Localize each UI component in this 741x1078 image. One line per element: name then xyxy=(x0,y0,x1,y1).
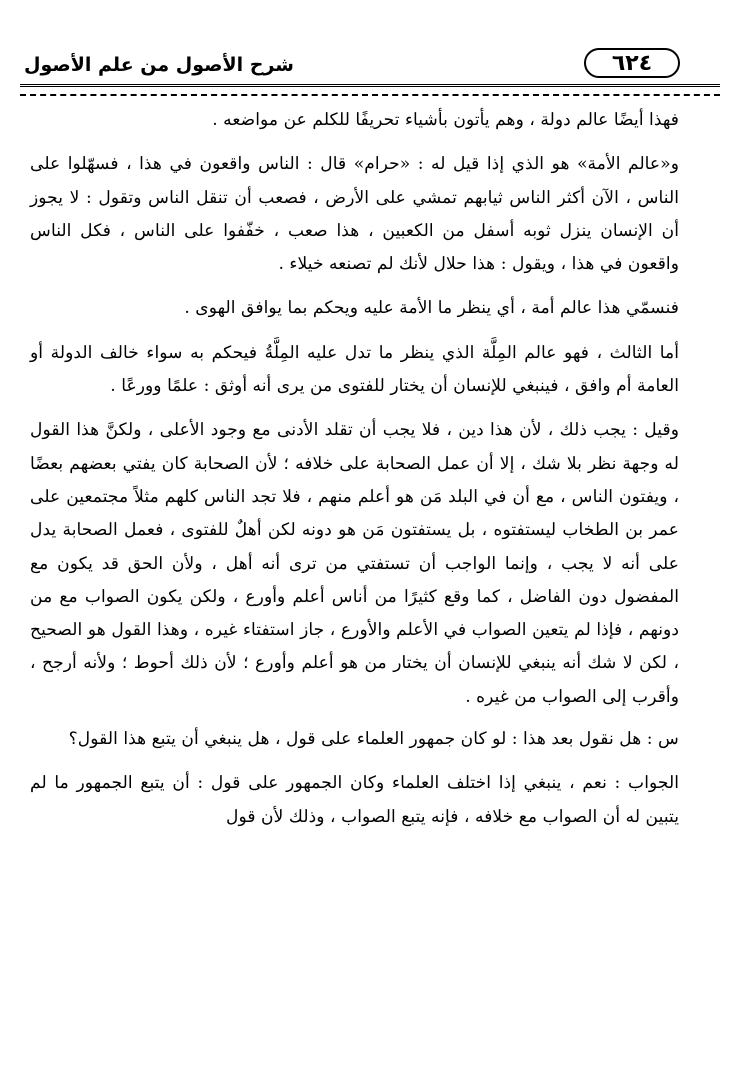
page-header xyxy=(20,40,720,100)
running-title: شرح الأصول من علم الأصول xyxy=(24,54,294,76)
paragraph: أما الثالث ، فهو عالم المِلَّة الذي ينظر ما تدل عليه المِلَّةُ فيحكم به سواء خالف الدولة أو العامة أم وافق ، فينبغي للإنسان أن يختار للفتوى من يرى أنه أوثق : علمًا وورعًا . xyxy=(30,342,679,397)
header-rule-dashed xyxy=(20,94,720,96)
answer-paragraph: الجواب : نعم ، ينبغي إذا اختلف العلماء وكان الجمهور على قول : أن يتبع الجمهور ما لم يتبين له أن الصواب مع خلافه ، فإنه يتبع الصواب ، وذلك لأن قول xyxy=(30,773,679,827)
page-number: ٦٢٤ xyxy=(611,50,653,76)
paragraph: فهذا أيضًا عالم دولة ، وهم يأتون بأشياء تحريفًا للكلم عن مواضعه . xyxy=(212,110,679,130)
paragraph: وقيل : يجب ذلك ، لأن هذا دين ، فلا يجب أن تقلد الأدنى مع وجود الأعلى ، ولكنَّ هذا القول له وجهة نظر بلا شك ، إلا أن عمل الصحابة على خلافه ؛ لأن الصحابة كان يفتي بعضهم بعضًا ، ويفتون الناس ، مع أن في البلد مَن هو أعلم منهم ، فلا تجد الناس كلهم مثلاً مجتمعين على عمر بن الطخاب ليستفتوه ، بل يستفتون مَن هو دونه لكن أهلٌ للفتوى ، فعمل الصحابة يدل على أنه لا يجب ، وإنما الواجب أن تستفتي من ترى أنه أهل ، ولأن الحق قد يكون مع المفضول دون الفاضل ، كما وقع كثيرًا من أناس أعلم وأورع ، ولكن يكون الصواب مع من دونهم ، فإذا لم يتعين الصواب في الأعلم والأورع ، جاز استفتاء غيره ، وهذا القول هو الصحيح ، لكن لا شك أنه ينبغي للإنسان أن يختار من هو أعلم وأورع ؛ لأن ذلك أحوط ؛ ولأنه أرجح ، وأقرب إلى الصواب من غيره . xyxy=(30,420,679,707)
question-paragraph: س : هل نقول بعد هذا : لو كان جمهور العلماء على قول ، هل ينبغي أن يتبع هذا القول؟ xyxy=(68,729,679,750)
page-number-badge xyxy=(584,48,680,78)
page-body xyxy=(30,104,679,845)
paragraph: فنسمّي هذا عالم أمة ، أي ينظر ما الأمة عليه ويحكم بما يوافق الهوى . xyxy=(184,298,679,319)
paragraph: و«عالم الأمة» هو الذي إذا قيل له : «حرام» قال : الناس واقعون في هذا ، فسهّلوا على الناس ، الآن أكثر الناس ثيابهم تمشي على الأرض ، فصعب أن تنقل الناس وتقول : لا يجوز أن الإنسان ينزل ثوبه أسفل من الكعبين ، هذا صعب ، خفّفوا على الناس ، فكل الناس واقعون في هذا ، ويقول : هذا حلال لأنك لم تصنعه خيلاء . xyxy=(30,154,679,275)
header-rule xyxy=(20,84,720,87)
